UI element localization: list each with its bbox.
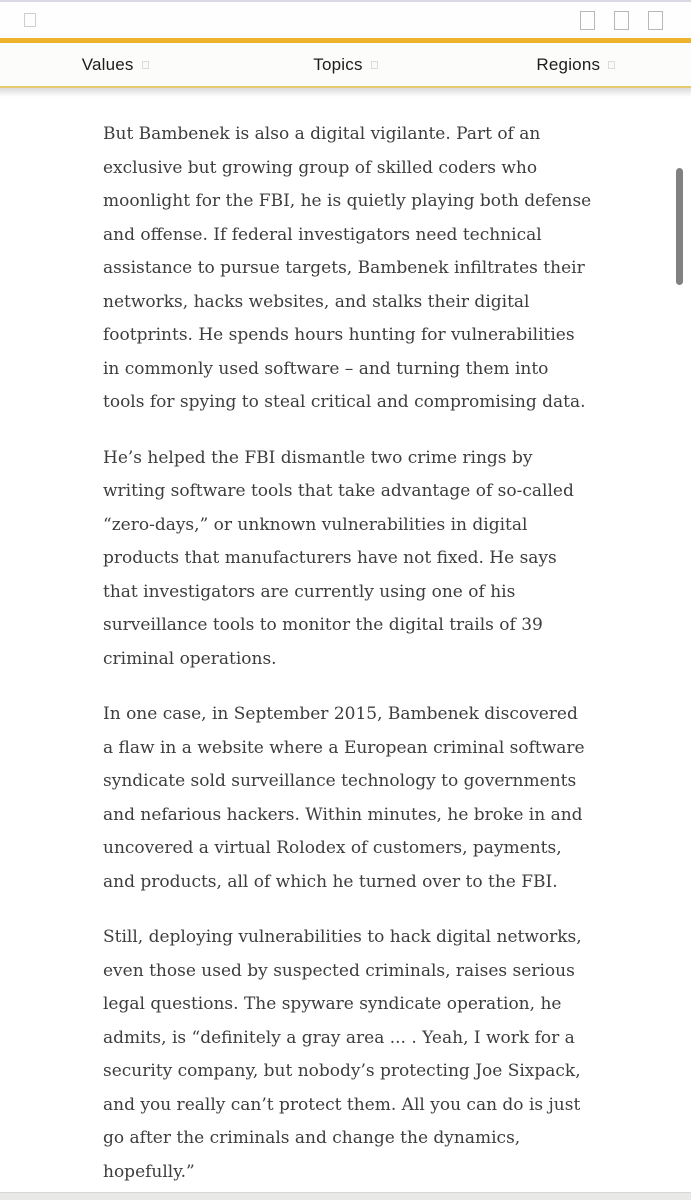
scrollbar-thumb[interactable] <box>676 168 683 285</box>
menu-icon[interactable] <box>24 13 36 27</box>
nav-item-topics[interactable] <box>230 55 460 75</box>
nav-item-label: Values <box>81 54 134 74</box>
app-header <box>0 2 691 38</box>
article-paragraph: Still, deploying vulnerabilities to hack digital networks, even those used by suspected criminals, raises serious legal questions. The spyware syndicate operation, he admits, is “definitely a gray area ... . Yeah, I work for a security company, but nobody’s protecting Joe Sixpack, and you really can’t protect them. All you can do is just go after the criminals and change the dynamics, hopefully.” <box>103 927 582 1182</box>
article-body <box>0 97 592 1189</box>
nav-item-label: Regions <box>536 54 601 74</box>
section-nav <box>0 43 691 86</box>
header-action-icon-2[interactable] <box>614 11 629 30</box>
nav-item-values[interactable] <box>0 55 230 75</box>
article-paragraph: But Bambenek is also a digital vigilante. Part of an exclusive but growing group of skilled coders who moonlight for the FBI, he is quietly playing both defense and offense. If federal investigators need technical assistance to pursue targets, Bambenek infiltrates their networks, hacks websites, and stalks their digital footprints. He spends hours hunting for vulnerabilities in commonly used software – and turning them into tools for spying to steal critical and compromising data. <box>103 124 592 412</box>
nav-item-regions[interactable] <box>461 55 691 75</box>
scrollbar-track[interactable] <box>676 97 683 1192</box>
header-action-icon-1[interactable] <box>580 11 595 30</box>
caret-down-icon <box>608 61 615 69</box>
header-actions <box>580 11 663 30</box>
nav-drop-shadow <box>0 88 691 97</box>
caret-down-icon <box>371 61 378 69</box>
header-action-icon-3[interactable] <box>648 11 663 30</box>
caret-down-icon <box>142 61 149 69</box>
article-paragraph: He’s helped the FBI dismantle two crime rings by writing software tools that take advantage of so-called “zero-days,” or unknown vulnerabilities in digital products that manufacturers have not fixed. He says that investigators are currently using one of his surveillance tools to monitor the digital trails of 39 criminal operations. <box>103 447 574 669</box>
bottom-edge-strip <box>0 1192 691 1200</box>
article-paragraph: In one case, in September 2015, Bambenek discovered a flaw in a website where a European criminal software syndicate sold surveillance technology to governments and nefarious hackers. Within minutes, he broke in and uncovered a virtual Rolodex of customers, payments, and products, all of which he turned over to the FBI. <box>103 704 585 892</box>
nav-item-label: Topics <box>313 54 363 74</box>
